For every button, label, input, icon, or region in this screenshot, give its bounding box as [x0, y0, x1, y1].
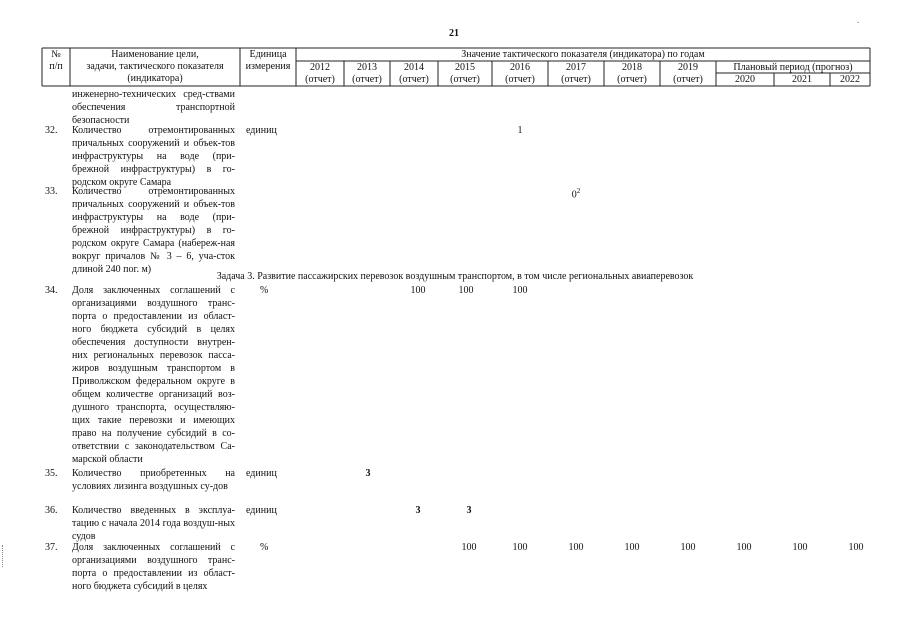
header-name-line2: задачи, тактического показателя: [86, 61, 224, 72]
row-37-2022: 100: [848, 542, 864, 553]
row-34-2016: 100: [512, 285, 528, 296]
header-values-group: Значение тактического показателя (индикатора) по годам: [461, 49, 705, 60]
header-year-2014: [390, 62, 438, 86]
row-34-unit: %: [260, 285, 269, 296]
row-35-unit: единиц: [246, 468, 277, 479]
row-32-name: Количество отремонтированных причальных сооружений и объек-тов инфраструктуры на воде (при-брежной инфраструктуры) в го-родском округе Самара: [72, 125, 235, 188]
row-33-num: 33.: [45, 186, 58, 197]
row-32-2016: 1: [517, 125, 523, 136]
row-37-num: 37.: [45, 542, 58, 553]
header-plan-2022: 2022: [840, 74, 860, 85]
year-label: 2019: [678, 62, 698, 73]
row-33-name: Количество отремонтированных причальных сооружений и объек-тов инфраструктуры на воде (при-брежной инфраструктуры) в го-родском округе Самара (набереж-ная вокруг причалов № 3 – 6, уча-сток длиной 240 пог. м): [72, 186, 235, 275]
row-32-unit: единиц: [246, 125, 277, 136]
task-3-heading: Задача 3. Развитие пассажирских перевозок воздушным транспортом, в том числе региональных авиаперевозок: [216, 271, 694, 282]
row-37-2020: 100: [736, 542, 752, 553]
header-unit-line1: Единица: [249, 49, 287, 60]
report-label: (отчет): [450, 74, 480, 85]
row-33-2017-value: 0: [571, 189, 577, 201]
header-name-line1: Наименование цели,: [111, 49, 199, 60]
report-label: (отчет): [673, 74, 703, 85]
row-35-2013: 3: [365, 468, 371, 479]
report-label: (отчет): [305, 74, 335, 85]
page-number: 21: [449, 28, 459, 39]
report-label: (отчет): [505, 74, 535, 85]
row-37-unit: %: [260, 542, 269, 553]
header-name: [70, 49, 240, 85]
report-label: (отчет): [617, 74, 647, 85]
header-name-line3: (индикатора): [127, 73, 183, 84]
header-year-2015: [438, 62, 492, 86]
corner-mark: .: [857, 16, 859, 25]
header-year-2016: [492, 62, 548, 86]
header-year-2012: [296, 62, 344, 86]
header-num: [42, 49, 70, 73]
footnote-mark: 2: [576, 187, 581, 195]
year-label: 2015: [455, 62, 475, 73]
row-37-2015: 100: [461, 542, 477, 553]
header-unit-line2: измерения: [245, 61, 291, 72]
row-36-num: 36.: [45, 505, 58, 516]
continuation-text: инженерно-технических сред-ствами обеспечения транспортной безопасности: [72, 89, 235, 126]
row-37-2016: 100: [512, 542, 528, 553]
row-36-2014: 3: [415, 505, 421, 516]
header-year-2018: [604, 62, 660, 86]
header-num-bottom: п/п: [49, 61, 63, 72]
row-35-num: 35.: [45, 468, 58, 479]
row-37-2019: 100: [680, 542, 696, 553]
report-label: (отчет): [399, 74, 429, 85]
year-label: 2018: [622, 62, 642, 73]
year-label: 2016: [510, 62, 530, 73]
row-34-name: Доля заключенных соглашений с организациями воздушного транс-порта о предоставлении из област-ного бюджета субсидий в целях обеспечения доступности внутрен-них региональных перевозок пасса-жиров воздушным транспортом в Приволжском федеральном округе в общем количестве организаций воз-душного транспорта, осуществляю-щих такие перевозки и имеющих право на получение субсидий в со-ответствии с законодательством Са-марской области: [72, 285, 235, 465]
row-37-2017: 100: [568, 542, 584, 553]
row-36-unit: единиц: [246, 505, 277, 516]
row-36-name: Количество введенных в эксплуа-тацию с начала 2014 года воздуш-ных судов: [72, 505, 235, 542]
row-37-2018: 100: [624, 542, 640, 553]
year-label: 2013: [357, 62, 377, 73]
header-unit: [240, 49, 296, 73]
header-plan-2020: 2020: [735, 74, 755, 85]
header-num-top: №: [51, 49, 61, 60]
header-year-2019: [660, 62, 716, 86]
row-34-2015: 100: [458, 285, 474, 296]
row-33-2017: [548, 185, 604, 201]
header-plan-2021: 2021: [792, 74, 812, 85]
row-37-name: Доля заключенных соглашений с организациями воздушного транс-порта о предоставлении из област-ного бюджета субсидий в целях: [72, 542, 235, 592]
row-35-name: Количество приобретенных на условиях лизинга воздушных су-дов: [72, 468, 235, 492]
row-34-num: 34.: [45, 285, 58, 296]
header-year-2017: [548, 62, 604, 86]
year-label: 2014: [404, 62, 424, 73]
row-37-2021: 100: [792, 542, 808, 553]
report-label: (отчет): [352, 74, 382, 85]
year-label: 2012: [310, 62, 330, 73]
header-year-2013: [344, 62, 390, 86]
row-32-num: 32.: [45, 125, 58, 136]
row-34-2014: 100: [410, 285, 426, 296]
year-label: 2017: [566, 62, 586, 73]
row-36-2015: 3: [466, 505, 472, 516]
report-label: (отчет): [561, 74, 591, 85]
header-plan-group: Плановый период (прогноз): [733, 62, 853, 73]
